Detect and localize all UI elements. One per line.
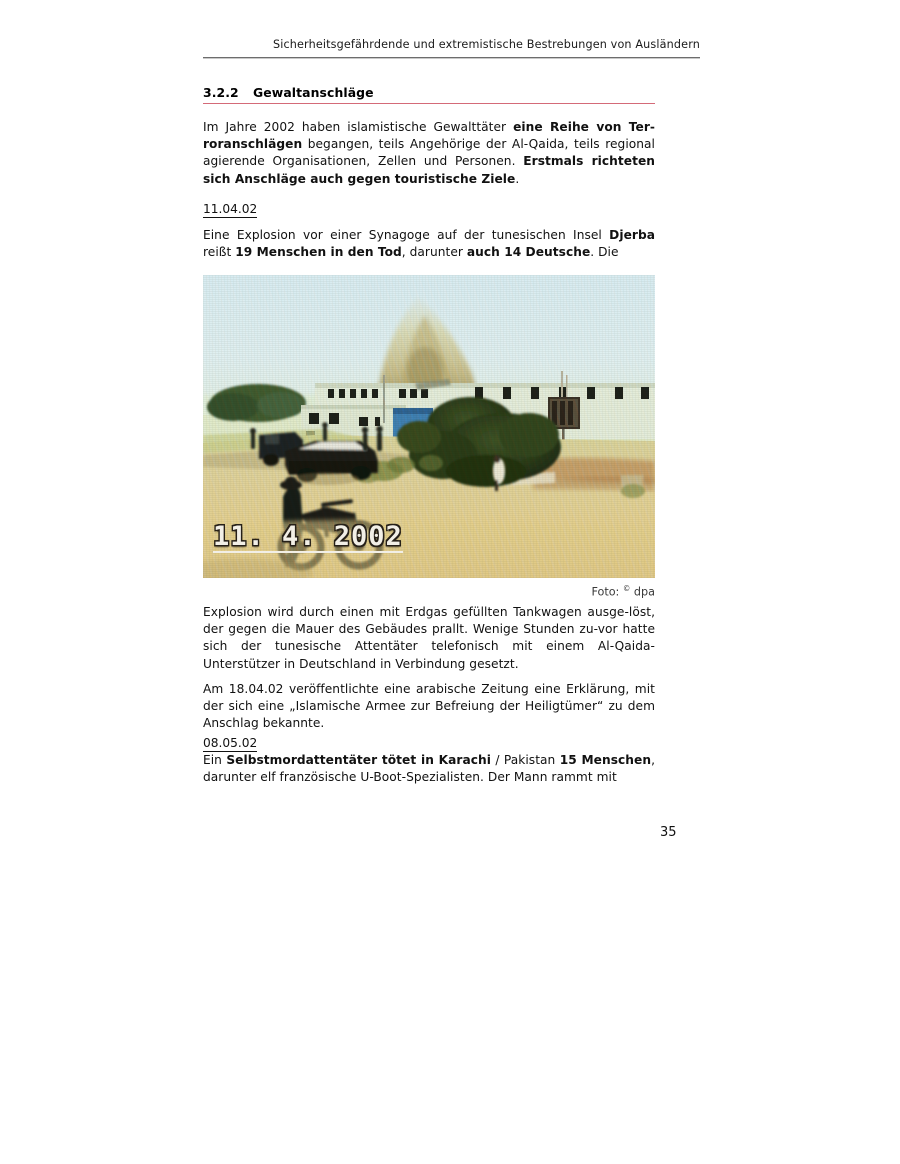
- section-title: Gewaltanschläge: [253, 85, 374, 100]
- intro-bold-1: eine Reihe von Ter-roranschlägen: [203, 120, 656, 152]
- lead1-bold-toten: 19 Menschen in den Tod: [235, 245, 402, 260]
- body-paragraph-2: Am 18.04.02 veröffentlichte eine arabische Zeitung eine Erklärung, mit der sich eine „Islamische Armee zur Befreiung der Heiligtümer“ zu dem Anschlag bekannte.: [203, 682, 655, 731]
- intro-run-1: Im Jahre 2002 haben islamistische Gewalttäter: [203, 120, 514, 134]
- entry-date-2-text: 08.05.02: [203, 736, 258, 750]
- copyright-icon: ©: [622, 584, 631, 593]
- section-heading: [203, 85, 663, 100]
- intro-paragraph: [203, 119, 655, 188]
- lead1-run-1: Eine Explosion vor einer Synagoge auf der tunesischen Insel: [203, 228, 610, 242]
- intro-bold-2: Erstmals richteten sich Anschläge auch gegen touristische Ziele: [203, 154, 655, 186]
- lead2-run-2: / Pakistan: [491, 753, 560, 767]
- header-rule: [203, 57, 700, 59]
- entry-date-1-text: 11.04.02: [203, 202, 258, 216]
- entry-lead-paragraph-2: [203, 752, 655, 786]
- lead2-bold-15: 15 Menschen: [559, 753, 652, 767]
- lead1-run-2: reißt: [203, 245, 236, 260]
- lead1-run-4: . Die: [590, 245, 619, 260]
- caption-prefix: Foto:: [591, 585, 623, 599]
- photo-caption: [203, 584, 655, 599]
- photo-date-stamp: 11. 4. 2002: [213, 521, 403, 552]
- lead2-bold-karachi: Selbstmordattentäter tötet in Karachi: [226, 753, 491, 767]
- lead1-bold-djerba: Djerba: [609, 228, 655, 242]
- lead2-run-3: , darunter elf französische U-Boot-Spezialisten. Der Mann rammt mit: [203, 753, 655, 785]
- body-paragraph-1: Explosion wird durch einen mit Erdgas gefüllten Tankwagen ausge-löst, der gegen die Mauer des Gebäudes prallt. Wenige Stunden zu-vor hatte sich der tunesische Attentäter telefonisch mit einem Al-Qaida-Unterstützer in Deutschland in Verbindung gesetzt.: [203, 605, 655, 671]
- lead1-run-3: , darunter: [401, 245, 467, 260]
- intro-run-5: .: [515, 171, 520, 186]
- lead2-run-1: Ein: [203, 753, 227, 767]
- entry-date-2: [203, 735, 257, 752]
- section-number: 3.2.2: [203, 85, 239, 100]
- photo-djerba-attack: [203, 275, 655, 578]
- entry-date-1: [203, 201, 257, 218]
- lead1-bold-deutsche: auch 14 Deutsche: [466, 245, 591, 260]
- entry-lead-paragraph-1: [203, 227, 655, 261]
- intro-run-3: begangen, teils Angehörige der Al-Qaida, teils regional agierende Organisationen, Zellen und Personen.: [203, 137, 655, 169]
- running-header: Sicherheitsgefährdende und extremistische Bestrebungen von Ausländern: [272, 38, 700, 51]
- page-number: 35: [660, 825, 677, 840]
- caption-source: dpa: [630, 585, 655, 599]
- section-heading-rule: [203, 103, 655, 104]
